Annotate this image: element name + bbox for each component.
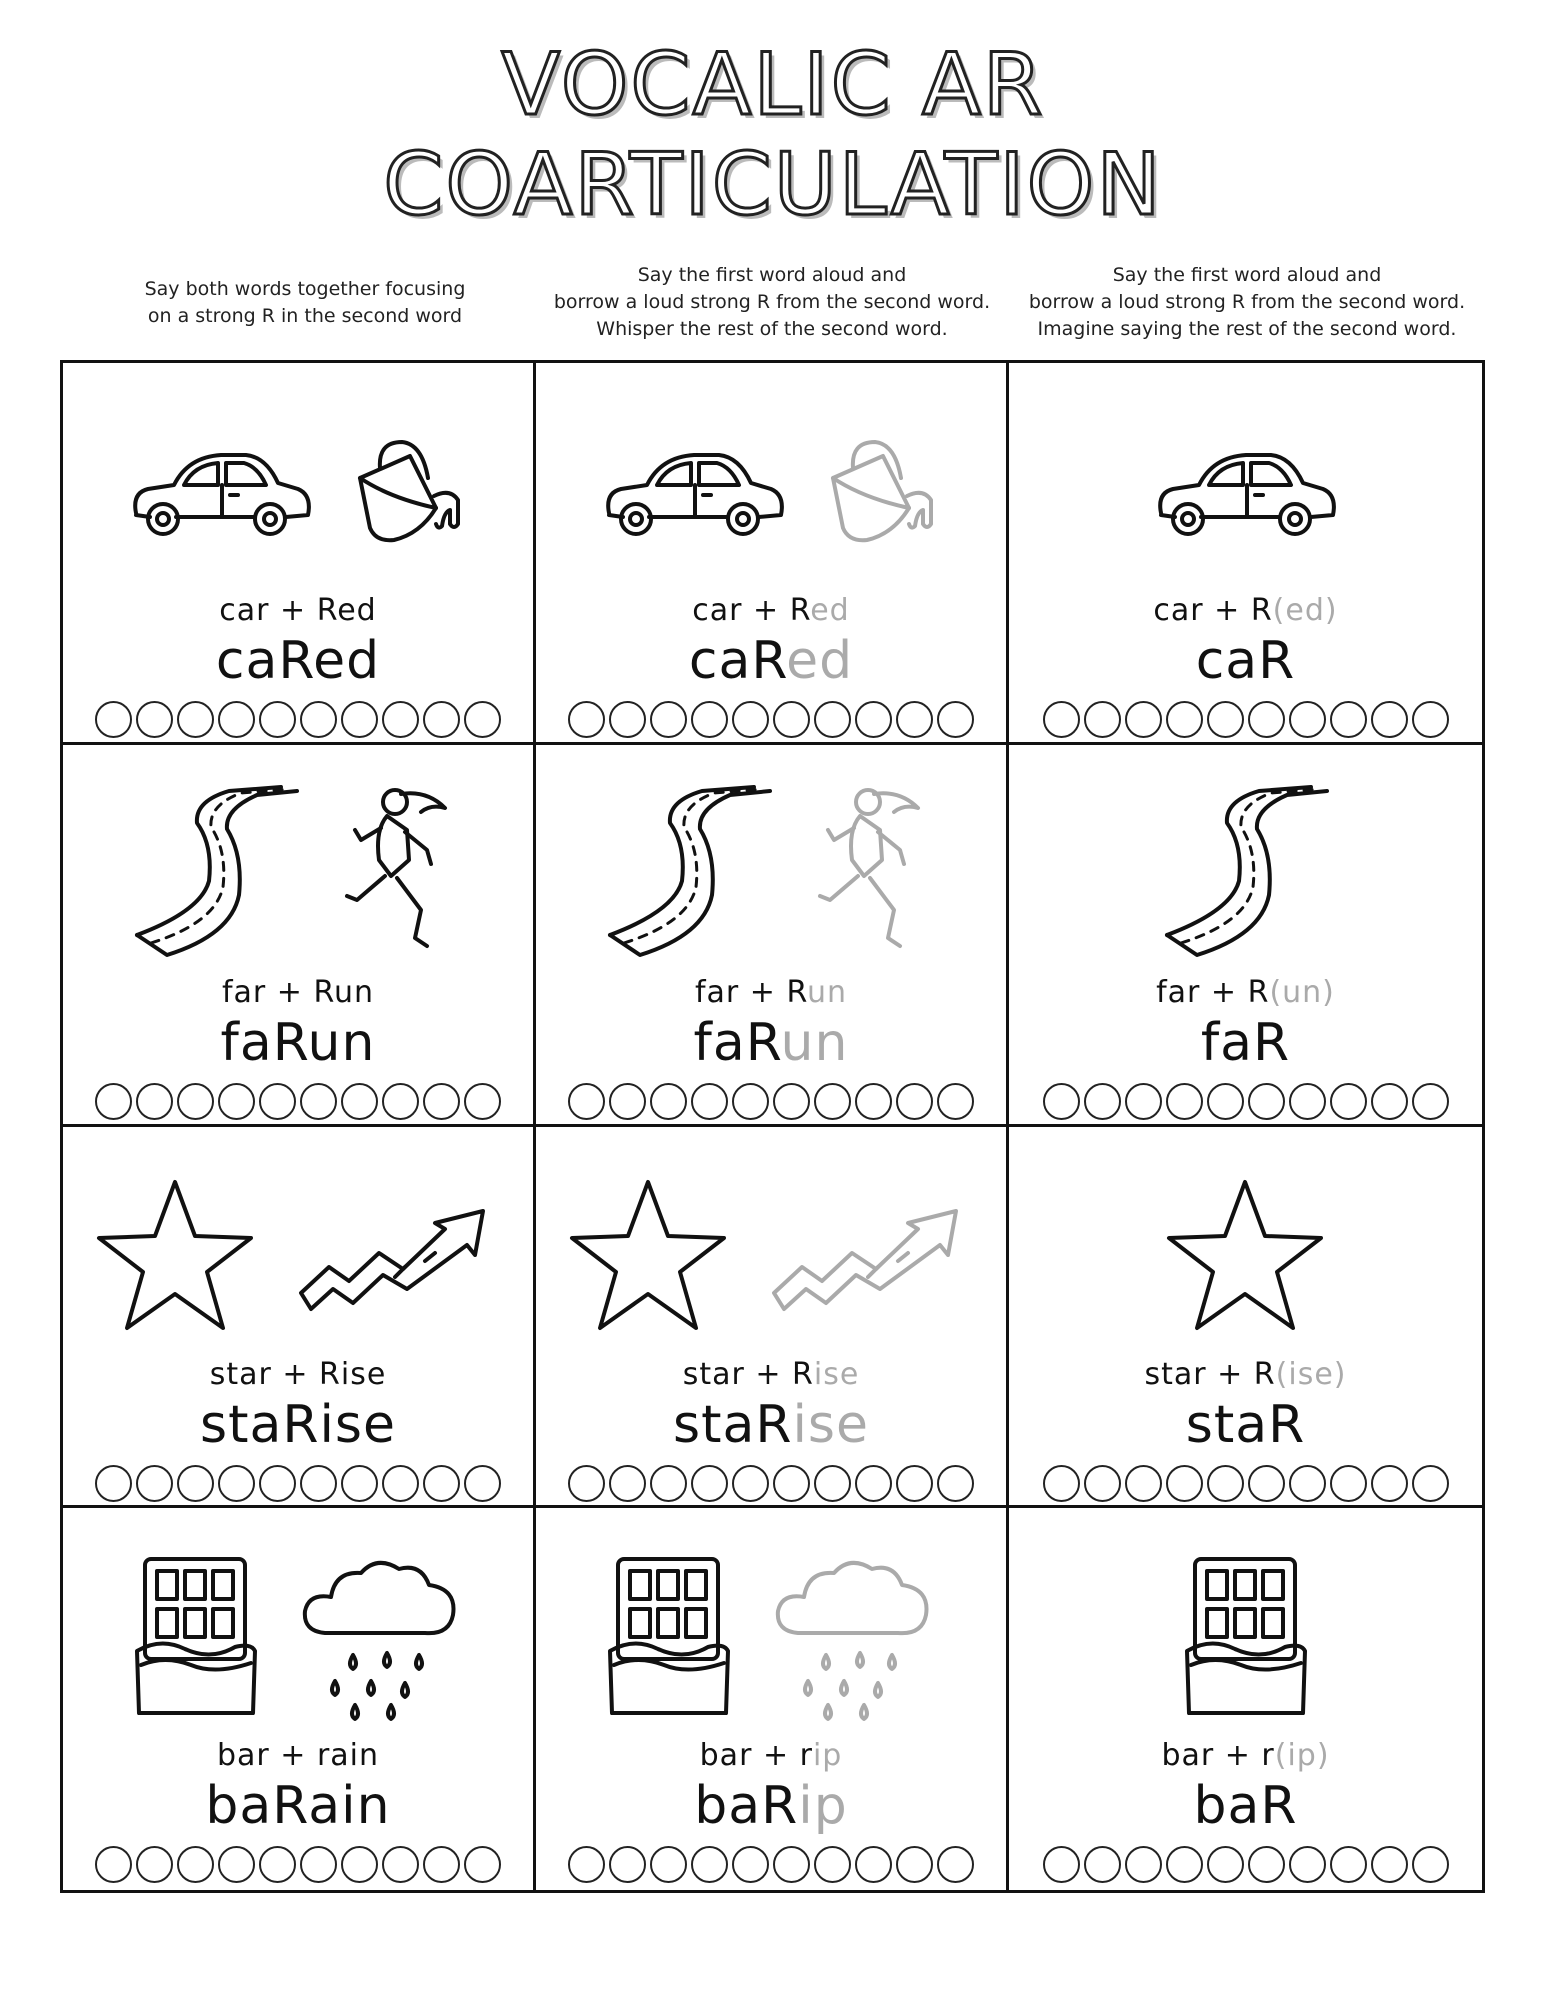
picture-row xyxy=(536,1147,1006,1367)
equation-faint-text: ip xyxy=(812,1738,843,1774)
practice-cell-4-1 xyxy=(63,1508,536,1890)
practice-circle[interactable] xyxy=(177,1465,214,1502)
equation-text: far + R xyxy=(1156,974,1270,1010)
picture-row xyxy=(63,1528,533,1748)
chocolate-bar-icon xyxy=(131,1553,261,1723)
practice-circle[interactable] xyxy=(1207,1465,1244,1502)
practice-circle[interactable] xyxy=(773,701,810,738)
blended-word-faint-text: un xyxy=(780,1012,849,1073)
practice-circle[interactable] xyxy=(1248,1083,1285,1120)
picture-row xyxy=(536,1528,1006,1748)
equation-text: bar + rain xyxy=(216,1738,380,1774)
practice-circle[interactable] xyxy=(341,1846,378,1883)
blended-word xyxy=(63,1395,533,1455)
word-equation xyxy=(63,593,533,628)
instruction-line: Say the first word aloud and xyxy=(637,264,907,286)
practice-circle[interactable] xyxy=(609,1465,646,1502)
practice-circle[interactable] xyxy=(1207,701,1244,738)
practice-circle[interactable] xyxy=(218,1083,255,1120)
picture-row xyxy=(1009,383,1482,603)
practice-cell-1-2 xyxy=(536,363,1009,745)
practice-circle[interactable] xyxy=(814,1083,851,1120)
practice-circle[interactable] xyxy=(1412,1465,1449,1502)
page-title-line-1: VOCALIC AR xyxy=(501,35,1045,135)
practice-circle[interactable] xyxy=(136,1846,173,1883)
practice-circle[interactable] xyxy=(464,701,501,738)
blended-word-text: baR xyxy=(1193,1776,1298,1837)
practice-circle[interactable] xyxy=(1043,1083,1080,1120)
equation-text: car + R xyxy=(1153,593,1273,628)
practice-circle[interactable] xyxy=(609,1083,646,1120)
practice-circle[interactable] xyxy=(773,1465,810,1502)
practice-circle[interactable] xyxy=(423,1083,460,1120)
equation-faint-text: (ise) xyxy=(1275,1356,1347,1392)
practice-circle[interactable] xyxy=(341,701,378,738)
practice-circle[interactable] xyxy=(855,1846,892,1883)
paint-bucket-icon xyxy=(823,438,943,548)
practice-circle[interactable] xyxy=(937,1083,974,1120)
practice-circle[interactable] xyxy=(937,701,974,738)
practice-circle[interactable] xyxy=(1125,1846,1162,1883)
rising-arrow-icon xyxy=(295,1197,505,1317)
practice-circle[interactable] xyxy=(568,701,605,738)
practice-cell-2-2 xyxy=(536,745,1009,1127)
word-equation xyxy=(536,1357,1006,1392)
picture-row xyxy=(63,765,533,985)
practice-circle[interactable] xyxy=(136,1465,173,1502)
rain-cloud-icon xyxy=(295,1553,465,1723)
runner-icon xyxy=(335,780,465,970)
practice-cell-1-1 xyxy=(63,363,536,745)
practice-cell-3-1 xyxy=(63,1127,536,1509)
practice-circle[interactable] xyxy=(1043,1465,1080,1502)
practice-circle[interactable] xyxy=(382,1083,419,1120)
blended-word-text: faR xyxy=(693,1012,781,1073)
practice-circle[interactable] xyxy=(896,1846,933,1883)
blended-word-text: staR xyxy=(672,1394,793,1455)
practice-circle[interactable] xyxy=(259,1846,296,1883)
star-icon xyxy=(564,1172,734,1342)
instruction-line: Say the first word aloud and xyxy=(1112,264,1382,286)
practice-circles xyxy=(536,1846,1006,1883)
practice-circle[interactable] xyxy=(464,1846,501,1883)
practice-circle[interactable] xyxy=(259,1465,296,1502)
practice-circle[interactable] xyxy=(568,1465,605,1502)
blended-word xyxy=(1009,1395,1482,1455)
blended-word xyxy=(63,1013,533,1073)
equation-faint-text: un xyxy=(806,974,848,1010)
equation-text: star + R xyxy=(1144,1356,1276,1392)
blended-word-text: staR xyxy=(1185,1394,1306,1455)
practice-circle[interactable] xyxy=(1248,701,1285,738)
practice-circle[interactable] xyxy=(1330,1083,1367,1120)
picture-row xyxy=(1009,1528,1482,1748)
practice-circle[interactable] xyxy=(814,701,851,738)
practice-circle[interactable] xyxy=(1125,1465,1162,1502)
instruction-line: Whisper the rest of the second word. xyxy=(596,318,948,340)
practice-circle[interactable] xyxy=(1166,701,1203,738)
blended-word-text: faR xyxy=(1200,1012,1291,1073)
practice-cell-4-3 xyxy=(1009,1508,1482,1890)
road-icon xyxy=(604,785,774,965)
practice-circle[interactable] xyxy=(814,1465,851,1502)
practice-circle[interactable] xyxy=(177,701,214,738)
practice-circle[interactable] xyxy=(896,1083,933,1120)
word-equation xyxy=(536,593,1006,628)
practice-circles xyxy=(1009,701,1482,738)
car-icon xyxy=(599,443,789,543)
equation-text: car + R xyxy=(692,593,811,628)
practice-circles xyxy=(63,701,533,738)
practice-cell-3-2 xyxy=(536,1127,1009,1509)
practice-circle[interactable] xyxy=(95,1465,132,1502)
car-icon xyxy=(126,443,316,543)
practice-circle[interactable] xyxy=(650,1846,687,1883)
blended-word-text: caRed xyxy=(215,631,381,691)
picture-row xyxy=(1009,1147,1482,1367)
practice-cell-3-3 xyxy=(1009,1127,1482,1509)
practice-circle[interactable] xyxy=(650,1465,687,1502)
chocolate-bar-icon xyxy=(604,1553,734,1723)
practice-circle[interactable] xyxy=(1084,1846,1121,1883)
instruction-line: on a strong R in the second word xyxy=(147,305,463,327)
word-equation xyxy=(1009,975,1482,1010)
instruction-line: borrow a loud strong R from the second word. xyxy=(553,291,991,313)
practice-circle[interactable] xyxy=(1371,1465,1408,1502)
practice-circles xyxy=(63,1846,533,1883)
practice-circle[interactable] xyxy=(300,701,337,738)
practice-circle[interactable] xyxy=(609,701,646,738)
practice-circle[interactable] xyxy=(95,1846,132,1883)
word-equation xyxy=(536,975,1006,1010)
equation-text: car + Red xyxy=(219,593,377,628)
star-icon xyxy=(91,1172,261,1342)
equation-text: far + Run xyxy=(221,974,374,1010)
practice-circle[interactable] xyxy=(1043,701,1080,738)
practice-circle[interactable] xyxy=(300,1083,337,1120)
practice-circle[interactable] xyxy=(382,701,419,738)
blended-word xyxy=(536,1776,1006,1836)
practice-circle[interactable] xyxy=(136,701,173,738)
practice-circle[interactable] xyxy=(1371,1846,1408,1883)
practice-circle[interactable] xyxy=(1084,1083,1121,1120)
practice-circle[interactable] xyxy=(732,1465,769,1502)
car-icon xyxy=(1151,443,1341,543)
practice-circle[interactable] xyxy=(896,1465,933,1502)
word-equation xyxy=(1009,1738,1482,1773)
blended-word-text: caR xyxy=(1195,631,1296,691)
instruction-column-3 xyxy=(1012,262,1482,343)
practice-circle[interactable] xyxy=(300,1846,337,1883)
blended-word xyxy=(63,1776,533,1836)
practice-circle[interactable] xyxy=(464,1083,501,1120)
practice-circle[interactable] xyxy=(1166,1846,1203,1883)
practice-circle[interactable] xyxy=(1125,701,1162,738)
practice-circle[interactable] xyxy=(1166,1465,1203,1502)
practice-circle[interactable] xyxy=(732,1846,769,1883)
practice-circle[interactable] xyxy=(1371,701,1408,738)
word-equation xyxy=(63,975,533,1010)
page-title-line-2: COARTICULATION xyxy=(383,135,1163,235)
practice-circle[interactable] xyxy=(382,1465,419,1502)
star-icon xyxy=(1161,1172,1331,1342)
practice-circle[interactable] xyxy=(732,701,769,738)
blended-word xyxy=(1009,631,1482,691)
practice-circle[interactable] xyxy=(1412,701,1449,738)
runner-icon xyxy=(808,780,938,970)
practice-circle[interactable] xyxy=(937,1846,974,1883)
rain-cloud-icon xyxy=(768,1553,938,1723)
practice-circle[interactable] xyxy=(855,701,892,738)
practice-circles xyxy=(536,1083,1006,1120)
practice-circle[interactable] xyxy=(814,1846,851,1883)
picture-row xyxy=(63,383,533,603)
word-equation xyxy=(1009,593,1482,628)
practice-circle[interactable] xyxy=(136,1083,173,1120)
practice-circle[interactable] xyxy=(1166,1083,1203,1120)
equation-faint-text: (un) xyxy=(1269,974,1335,1010)
picture-row xyxy=(63,1147,533,1367)
road-icon xyxy=(131,785,301,965)
equation-faint-text: ise xyxy=(813,1356,860,1392)
equation-text: star + Rise xyxy=(209,1356,387,1392)
practice-circle[interactable] xyxy=(259,1083,296,1120)
practice-circle[interactable] xyxy=(1125,1083,1162,1120)
equation-text: far + R xyxy=(694,974,807,1010)
instruction-column-1 xyxy=(70,276,540,330)
practice-circle[interactable] xyxy=(609,1846,646,1883)
practice-circle[interactable] xyxy=(464,1465,501,1502)
equation-text: bar + r xyxy=(1161,1738,1275,1774)
practice-circle[interactable] xyxy=(218,1846,255,1883)
practice-circle[interactable] xyxy=(855,1083,892,1120)
equation-text: star + R xyxy=(682,1356,814,1392)
practice-cell-2-3 xyxy=(1009,745,1482,1127)
practice-circles xyxy=(1009,1083,1482,1120)
blended-word-text: baR xyxy=(694,1776,799,1837)
blended-word-text: baRain xyxy=(205,1776,391,1837)
blended-word xyxy=(536,1395,1006,1455)
practice-circle[interactable] xyxy=(423,1465,460,1502)
blended-word-faint-text: ise xyxy=(792,1394,869,1455)
practice-grid xyxy=(60,360,1485,1893)
instruction-column-2 xyxy=(537,262,1007,343)
practice-circle[interactable] xyxy=(1084,701,1121,738)
picture-row xyxy=(536,765,1006,985)
blended-word xyxy=(536,1013,1006,1073)
picture-row xyxy=(536,383,1006,603)
blended-word xyxy=(63,631,533,691)
practice-circle[interactable] xyxy=(218,1465,255,1502)
practice-circles xyxy=(1009,1465,1482,1502)
practice-circle[interactable] xyxy=(568,1083,605,1120)
blended-word-text: staRise xyxy=(199,1394,396,1455)
instruction-line: Imagine saying the rest of the second word. xyxy=(1037,318,1457,340)
practice-circle[interactable] xyxy=(1084,1465,1121,1502)
practice-circle[interactable] xyxy=(773,1083,810,1120)
practice-circle[interactable] xyxy=(691,1465,728,1502)
practice-circle[interactable] xyxy=(95,701,132,738)
practice-circle[interactable] xyxy=(300,1465,337,1502)
practice-circle[interactable] xyxy=(177,1083,214,1120)
practice-circles xyxy=(63,1465,533,1502)
practice-circle[interactable] xyxy=(1330,1465,1367,1502)
practice-circle[interactable] xyxy=(1289,701,1326,738)
practice-circle[interactable] xyxy=(732,1083,769,1120)
practice-circle[interactable] xyxy=(1289,1846,1326,1883)
blended-word-faint-text: ip xyxy=(798,1776,848,1837)
practice-circles xyxy=(1009,1846,1482,1883)
practice-circle[interactable] xyxy=(937,1465,974,1502)
practice-circle[interactable] xyxy=(341,1083,378,1120)
equation-faint-text: (ip) xyxy=(1274,1738,1330,1774)
practice-circle[interactable] xyxy=(423,701,460,738)
practice-circle[interactable] xyxy=(218,701,255,738)
practice-circle[interactable] xyxy=(650,701,687,738)
practice-circle[interactable] xyxy=(1289,1465,1326,1502)
picture-row xyxy=(1009,765,1482,985)
practice-circle[interactable] xyxy=(1248,1465,1285,1502)
blended-word-text: caR xyxy=(688,631,787,691)
practice-circle[interactable] xyxy=(773,1846,810,1883)
practice-circle[interactable] xyxy=(568,1846,605,1883)
practice-circle[interactable] xyxy=(650,1083,687,1120)
blended-word-faint-text: ed xyxy=(786,631,854,691)
practice-circle[interactable] xyxy=(855,1465,892,1502)
equation-text: bar + r xyxy=(699,1738,813,1774)
practice-cell-1-3 xyxy=(1009,363,1482,745)
word-equation xyxy=(536,1738,1006,1773)
practice-circle[interactable] xyxy=(1412,1846,1449,1883)
practice-circle[interactable] xyxy=(177,1846,214,1883)
instruction-line: Say both words together focusing xyxy=(144,278,466,300)
practice-circles xyxy=(536,1465,1006,1502)
equation-faint-text: (ed) xyxy=(1272,593,1338,628)
practice-circle[interactable] xyxy=(1371,1083,1408,1120)
practice-circle[interactable] xyxy=(1248,1846,1285,1883)
practice-circle[interactable] xyxy=(1412,1083,1449,1120)
blended-word-text: faRun xyxy=(220,1012,376,1073)
blended-word xyxy=(1009,1013,1482,1073)
practice-circle[interactable] xyxy=(259,701,296,738)
equation-faint-text: ed xyxy=(810,593,850,628)
blended-word xyxy=(1009,1776,1482,1836)
paint-bucket-icon xyxy=(350,438,470,548)
practice-circle[interactable] xyxy=(1207,1846,1244,1883)
instruction-line: borrow a loud strong R from the second word. xyxy=(1028,291,1466,313)
practice-circle[interactable] xyxy=(1043,1846,1080,1883)
rising-arrow-icon xyxy=(768,1197,978,1317)
practice-cell-2-1 xyxy=(63,745,536,1127)
blended-word xyxy=(536,631,1006,691)
word-equation xyxy=(1009,1357,1482,1392)
practice-circle[interactable] xyxy=(896,701,933,738)
practice-circle[interactable] xyxy=(691,1846,728,1883)
road-icon xyxy=(1161,785,1331,965)
practice-cell-4-2 xyxy=(536,1508,1009,1890)
word-equation xyxy=(63,1357,533,1392)
chocolate-bar-icon xyxy=(1181,1553,1311,1723)
practice-circles xyxy=(536,701,1006,738)
practice-circle[interactable] xyxy=(691,701,728,738)
practice-circle[interactable] xyxy=(423,1846,460,1883)
practice-circle[interactable] xyxy=(1289,1083,1326,1120)
practice-circle[interactable] xyxy=(1330,1846,1367,1883)
practice-circle[interactable] xyxy=(382,1846,419,1883)
practice-circle[interactable] xyxy=(691,1083,728,1120)
practice-circles xyxy=(63,1083,533,1120)
practice-circle[interactable] xyxy=(341,1465,378,1502)
word-equation xyxy=(63,1738,533,1773)
practice-circle[interactable] xyxy=(95,1083,132,1120)
practice-circle[interactable] xyxy=(1207,1083,1244,1120)
practice-circle[interactable] xyxy=(1330,701,1367,738)
